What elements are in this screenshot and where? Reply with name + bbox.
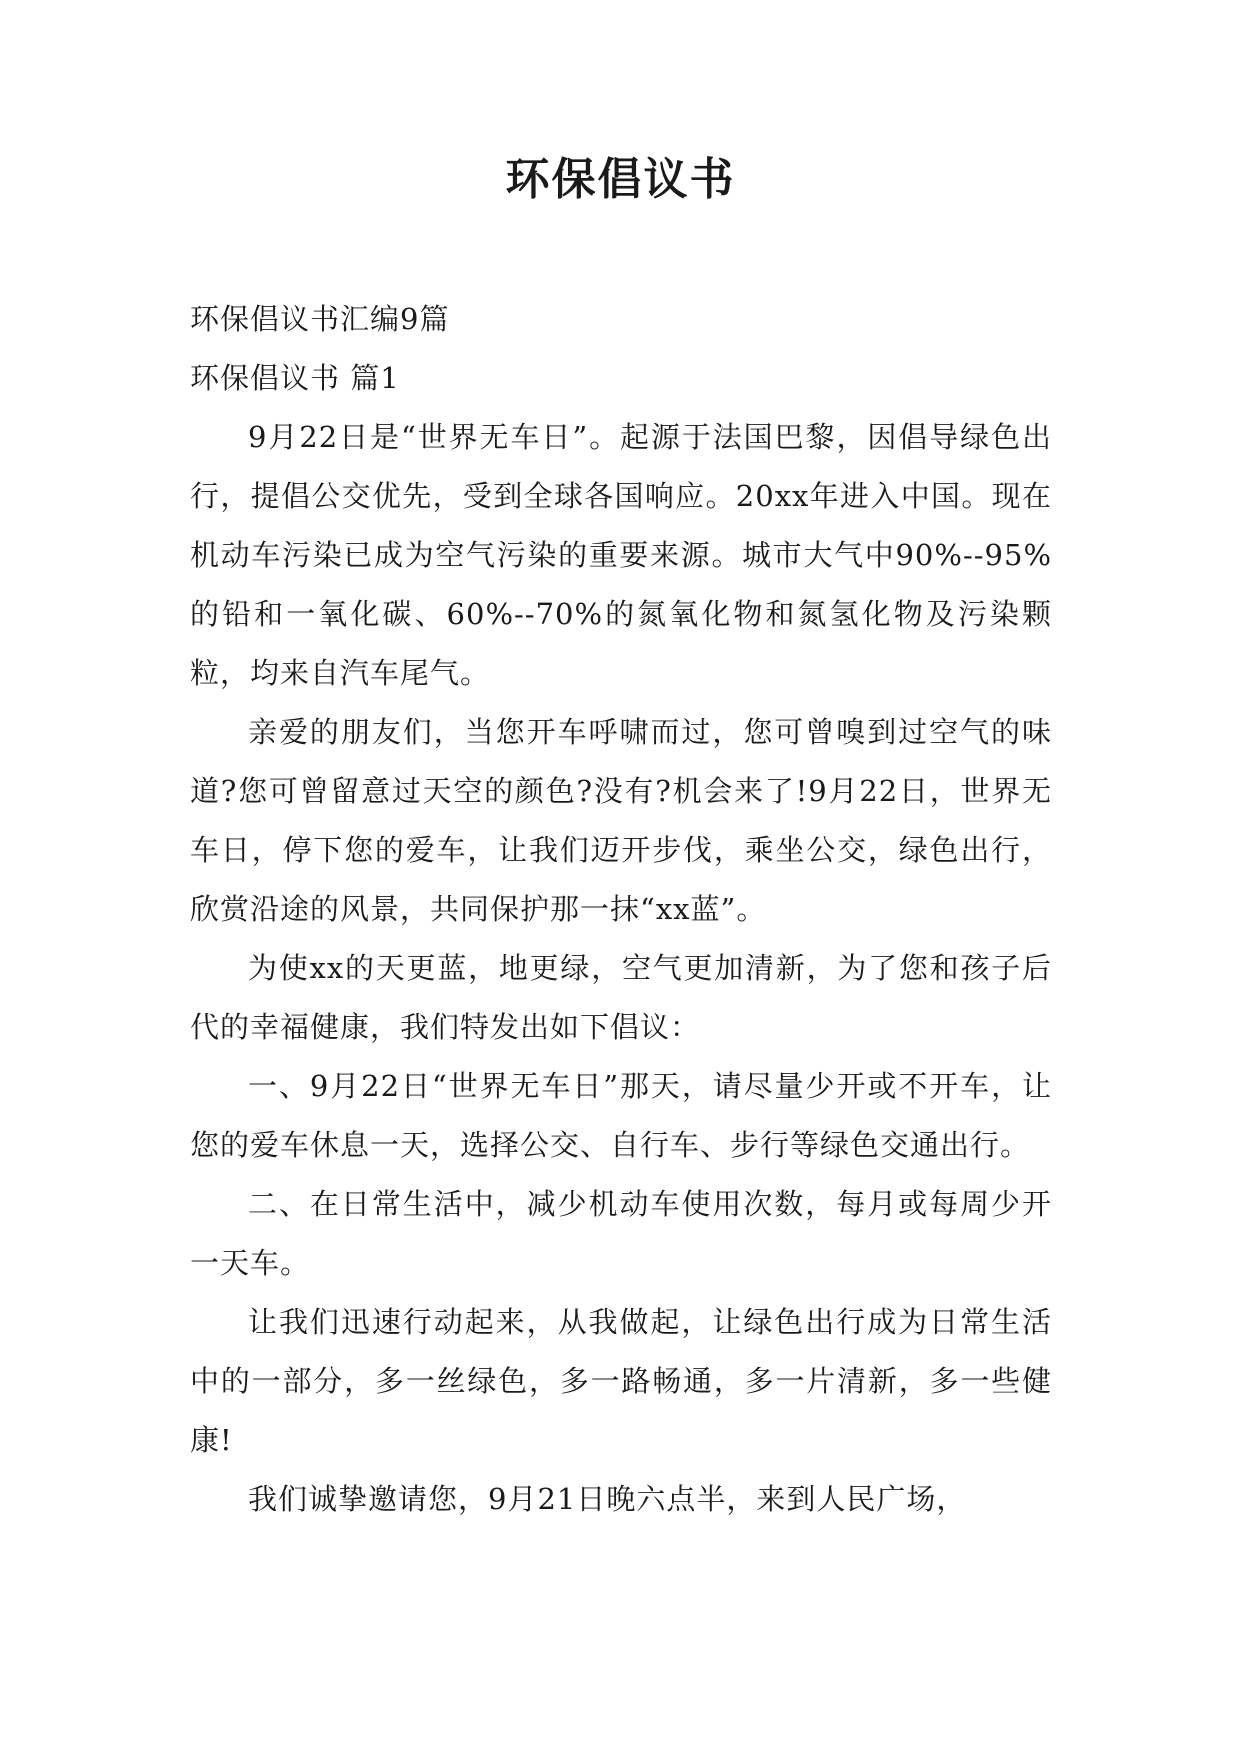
document-body xyxy=(190,290,1052,1529)
paragraph-appeal: 亲爱的朋友们，当您开车呼啸而过，您可曾嗅到过空气的味道?您可曾留意过天空的颜色?没有?机会来了!9月22日，世界无车日，停下您的爱车，让我们迈开步伐，乘坐公交，绿色出行，欣赏沿途的风景，共同保护那一抹“xx蓝”。 xyxy=(190,715,1052,926)
paragraph-proposal-one: 一、9月22日“世界无车日”那天，请尽量少开或不开车，让您的爱车休息一天，选择公交、自行车、步行等绿色交通出行。 xyxy=(190,1069,1052,1162)
document-title: 环保倡议书 xyxy=(505,154,736,205)
section-heading: 环保倡议书 篇1 xyxy=(190,361,400,395)
paragraph-invitation: 我们诚挚邀请您，9月21日晚六点半，来到人民广场， xyxy=(248,1482,967,1516)
collection-subtitle: 环保倡议书汇编9篇 xyxy=(190,302,450,336)
paragraph-intro: 9月22日是“世界无车日”。起源于法国巴黎，因倡导绿色出行，提倡公交优先，受到全球各国响应。20xx年进入中国。现在机动车污染已成为空气污染的重要来源。城市大气中90%--95%的铅和一氧化碳、60%--70%的氮氧化物和氮氢化物及污染颗粒，均来自汽车尾气。 xyxy=(190,420,1052,690)
paragraph-purpose: 为使xx的天更蓝，地更绿，空气更加清新，为了您和孩子后代的幸福健康，我们特发出如下倡议： xyxy=(190,951,1052,1044)
paragraph-call-to-action: 让我们迅速行动起来，从我做起，让绿色出行成为日常生活中的一部分，多一丝绿色，多一路畅通，多一片清新，多一些健康! xyxy=(190,1305,1052,1457)
paragraph-proposal-two: 二、在日常生活中，减少机动车使用次数，每月或每周少开一天车。 xyxy=(190,1187,1052,1280)
